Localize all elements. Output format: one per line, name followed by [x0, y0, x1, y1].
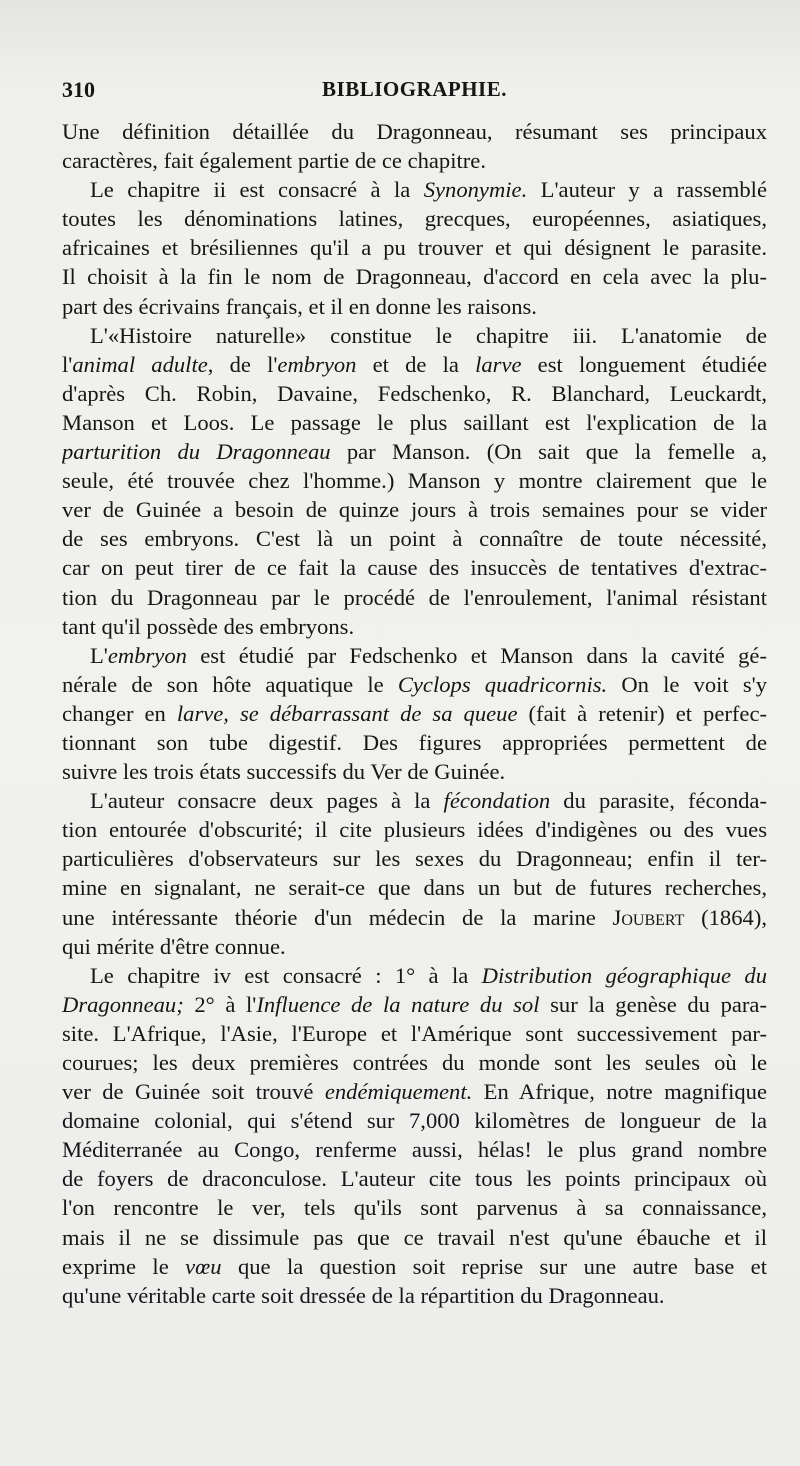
text-segment: changer en: [62, 700, 177, 726]
text-segment: tion du Dragonneau par le procédé de l'enroulement, l'animal résistant: [62, 584, 767, 610]
italic-text: Distribution géographique du: [481, 962, 767, 988]
italic-text: embryon: [277, 351, 357, 377]
text-line: [62, 1223, 767, 1252]
text-line: [62, 641, 767, 670]
text-segment: domaine colonial, qui s'étend sur 7,000 kilomètres de longueur de la: [62, 1108, 767, 1134]
text-segment: une intéressante théorie d'un médecin de la marine: [62, 904, 613, 930]
text-line: [62, 844, 767, 873]
italic-text: endémiquement.: [324, 1079, 473, 1105]
text-line: [62, 233, 767, 262]
italic-text: animal adulte: [72, 351, 208, 377]
text-line: [62, 1135, 767, 1164]
text-line: [62, 1281, 767, 1310]
text-line: [62, 670, 767, 699]
text-segment: car on peut tirer de ce fait la cause des insuccès de tentatives d'extrac-: [62, 555, 767, 581]
text-segment: tant qu'il possède des embryons.: [62, 613, 355, 639]
text-line: [62, 873, 767, 902]
smallcaps-name: Joubert: [612, 904, 685, 930]
text-segment: tion entourée d'obscurité; il cite plusieurs idées d'indigènes ou des vues: [62, 817, 767, 843]
text-segment: est étudié par Fedschenko et Manson dans la cavité gé-: [186, 642, 767, 668]
text-segment: ver de Guinée a besoin de quinze jours à trois semaines pour se vider: [62, 497, 767, 523]
text-segment: par Manson. (On sait que la femelle a,: [330, 439, 767, 465]
text-line: [62, 1077, 767, 1106]
text-segment: Méditerranée au Congo, renferme aussi, hélas! le plus grand nombre: [62, 1137, 767, 1163]
text-segment: 2° à l': [183, 991, 257, 1017]
text-segment: Le chapitre ii est consacré à la: [90, 177, 424, 203]
text-line: [62, 408, 767, 437]
text-segment: tionnant son tube digestif. Des figures appropriées permettent de: [62, 729, 767, 755]
text-segment: exprime le: [62, 1253, 186, 1279]
text-line: [62, 350, 767, 379]
text-segment: de foyers de draconculose. L'auteur cite tous les points principaux où: [62, 1166, 767, 1192]
text-line: [62, 466, 767, 495]
text-segment: africaines et brésiliennes qu'il a pu trouver et qui désignent le parasite.: [62, 235, 767, 261]
text-line: [62, 699, 767, 728]
text-segment: On le voit s'y: [607, 671, 767, 697]
text-segment: l': [62, 351, 73, 377]
text-line: [62, 1048, 767, 1077]
text-segment: site. L'Afrique, l'Asie, l'Europe et l'Amérique sont successivement par-: [62, 1020, 767, 1046]
text-segment: du parasite, féconda-: [550, 788, 767, 814]
text-line: [62, 786, 767, 815]
text-line: [62, 990, 767, 1019]
text-segment: seule, été trouvée chez l'homme.) Manson y montre clairement que le: [62, 468, 767, 494]
text-segment: l'on rencontre le ver, tels qu'ils sont parvenus à sa connaissance,: [62, 1195, 767, 1221]
text-segment: (fait à retenir) et perfec-: [517, 700, 767, 726]
text-line: [62, 524, 767, 553]
text-segment: L'auteur y a rassemblé: [527, 177, 767, 203]
text-line: [62, 1019, 767, 1048]
text-line: [62, 583, 767, 612]
italic-text: embryon: [107, 642, 187, 668]
text-segment: de ses embryons. C'est là un point à connaître de toute nécessité,: [62, 526, 767, 552]
page-number: 310: [62, 77, 95, 102]
body-text: [62, 117, 767, 1310]
text-line: [62, 495, 767, 524]
text-segment: qu'une véritable carte soit dressée de la répartition du Dragonneau.: [62, 1282, 665, 1308]
italic-text: larve: [475, 351, 522, 377]
text-line: [62, 117, 767, 146]
text-line: [62, 961, 767, 990]
italic-text: Synonymie.: [423, 177, 528, 203]
italic-text: parturition du Dragonneau: [62, 439, 331, 465]
text-segment: Une définition détaillée du Dragonneau, résumant ses principaux: [62, 119, 767, 144]
text-line: [62, 204, 767, 233]
text-segment: et de la: [356, 351, 476, 377]
text-line: [62, 932, 767, 961]
text-line: [62, 903, 767, 932]
text-segment: En Afrique, notre magnifique: [472, 1079, 767, 1105]
text-segment: particulières d'observateurs sur les sexes du Dragonneau; enfin il ter-: [62, 846, 767, 872]
italic-text: Influence de la nature du sol: [256, 991, 540, 1017]
text-line: [62, 321, 767, 350]
text-line: [62, 1252, 767, 1281]
text-line: [62, 379, 767, 408]
text-segment: ver de Guinée soit trouvé: [62, 1079, 325, 1105]
text-line: [62, 757, 767, 786]
text-segment: toutes les dénominations latines, grecques, européennes, asiatiques,: [62, 206, 767, 232]
text-line: [62, 728, 767, 757]
italic-text: vœu: [185, 1253, 222, 1279]
text-segment: mais il ne se dissimule pas que ce travail n'est qu'une ébauche et il: [62, 1224, 767, 1250]
text-line: [62, 612, 767, 641]
text-segment: Manson et Loos. Le passage le plus saillant est l'explication de la: [62, 409, 767, 435]
text-line: [62, 1106, 767, 1135]
text-segment: est longuement étudiée: [521, 351, 767, 377]
text-line: [62, 815, 767, 844]
text-segment: d'après Ch. Robin, Davaine, Fedschenko, R. Blanchard, Leuckardt,: [62, 380, 767, 406]
text-segment: Il choisit à la fin le nom de Dragonneau, d'accord en cela avec la plu-: [62, 264, 767, 290]
text-segment: L': [90, 642, 108, 668]
text-segment: part des écrivains français, et il en donne les raisons.: [62, 293, 537, 319]
text-line: [62, 146, 767, 175]
text-line: [62, 292, 767, 321]
text-line: [62, 262, 767, 291]
text-segment: caractères, fait également partie de ce chapitre.: [62, 148, 486, 174]
italic-text: Dragonneau;: [62, 991, 184, 1017]
text-segment: L'«Histoire naturelle» constitue le chapitre iii. L'anatomie de: [90, 322, 767, 348]
running-title: BIBLIOGRAPHIE.: [322, 77, 507, 101]
text-line: [62, 553, 767, 582]
text-segment: nérale de son hôte aquatique le: [62, 671, 398, 697]
text-segment: que la question soit reprise sur une autre base et: [221, 1253, 767, 1279]
italic-text: Cyclops quadricornis.: [397, 671, 608, 697]
text-line: [62, 437, 767, 466]
text-segment: Le chapitre iv est consacré : 1° à la: [90, 962, 482, 988]
text-line: [62, 1164, 767, 1193]
text-line: [62, 175, 767, 204]
text-segment: suivre les trois états successifs du Ver de Guinée.: [62, 759, 506, 785]
text-segment: courues; les deux premières contrées du monde sont les seules où le: [62, 1050, 767, 1075]
running-head: [62, 77, 767, 107]
text-segment: , de l': [207, 351, 278, 377]
text-segment: qui mérite d'être connue.: [62, 933, 286, 959]
italic-text: fécondation: [443, 788, 551, 814]
text-segment: mine en signalant, ne serait-ce que dans un but de futures recherches,: [62, 875, 767, 901]
text-segment: sur la genèse du para-: [539, 991, 767, 1017]
text-line: [62, 1193, 767, 1222]
italic-text: larve, se débarrassant de sa queue: [176, 700, 518, 726]
text-segment: L'auteur consacre deux pages à la: [90, 788, 444, 814]
text-segment: (1864),: [684, 904, 767, 930]
